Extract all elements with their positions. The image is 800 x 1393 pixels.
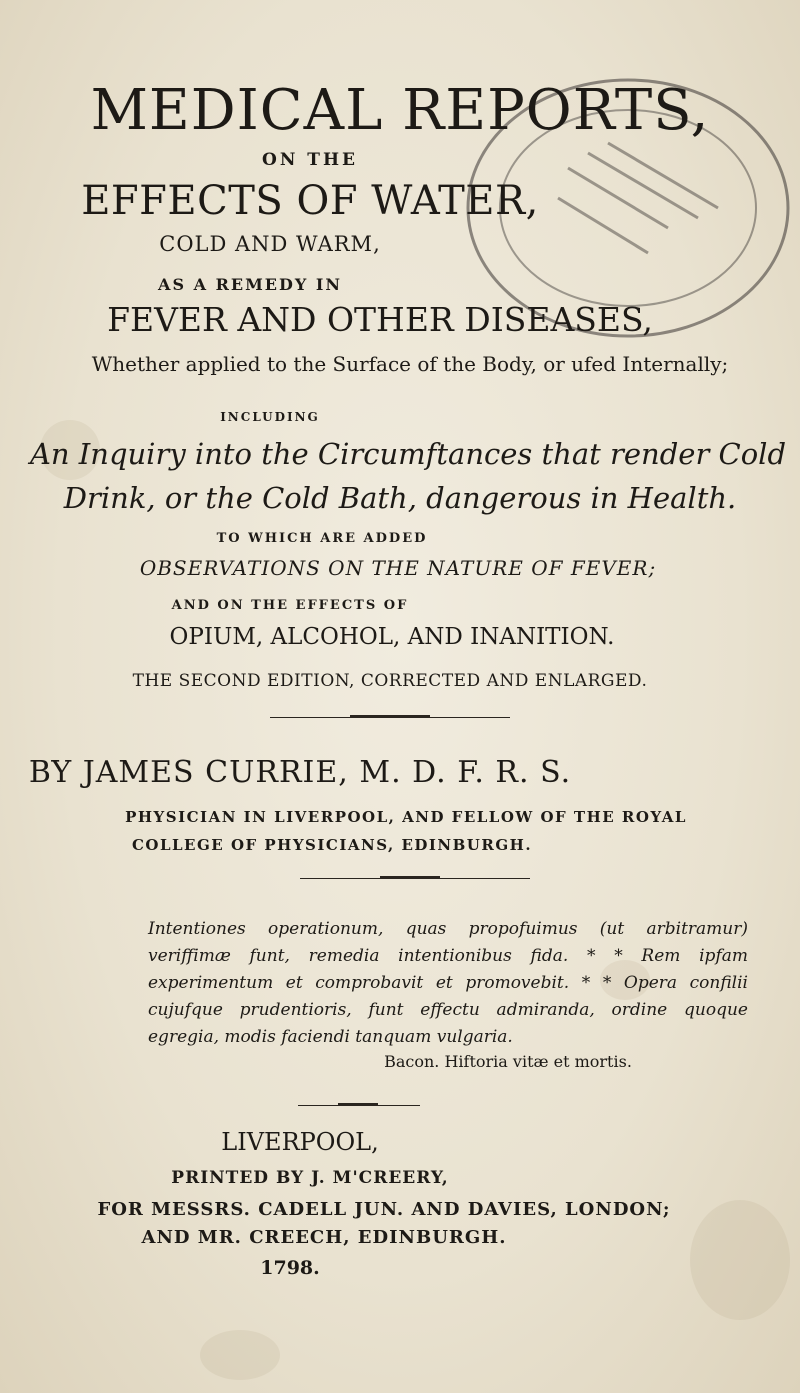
subtitle-inquiry-line-2: Drink, or the Cold Bath, dangerous in Health. <box>63 481 737 515</box>
imprint-place: LIVERPOOL, <box>221 1128 379 1156</box>
divider-rule <box>300 878 530 879</box>
subtitle-observations: OBSERVATIONS ON THE NATURE OF FEVER; <box>139 556 657 580</box>
title-cold-and-warm: COLD AND WARM, <box>159 232 381 256</box>
author-line: BY JAMES CURRIE, M. D. F. R. S. <box>28 755 572 790</box>
subtitle-including: INCLUDING <box>220 410 320 424</box>
subtitle-inquiry-line-1: An Inquiry into the Circumftances that render Cold <box>29 437 787 471</box>
title-as-a-remedy: AS A REMEDY IN <box>158 275 342 294</box>
edition-statement: THE SECOND EDITION, CORRECTED AND ENLARGED. <box>132 671 648 691</box>
subtitle-and-on-effects: AND ON THE EFFECTS OF <box>171 598 409 613</box>
imprint-publishers-2: AND MR. CREECH, EDINBURGH. <box>141 1227 507 1248</box>
subtitle-opium-alcohol: OPIUM, ALCOHOL, AND INANITION. <box>169 624 615 650</box>
divider-rule <box>298 1105 420 1106</box>
imprint-publishers-1: FOR MESSRS. CADELL JUN. AND DAVIES, LONDON; <box>97 1199 671 1220</box>
foxing-stain <box>200 1330 280 1380</box>
epigraph-source: Bacon. Hiftoria vitæ et mortis. <box>384 1052 632 1071</box>
title-on-the: ON THE <box>262 150 358 170</box>
imprint-printer: PRINTED BY J. M'CREERY, <box>171 1168 449 1188</box>
latin-epigraph: Intentiones operationum, quas propofuimus (ut arbitramur) veriffimæ funt, remedia intentionibus fida. * * Rem ipfam experimentum et comprobavit et promovebit. * * Opera confilii cujufque prudentioris, funt effectu admiranda, ordine quoque egregia, modis faciendi tanquam vulgaria. <box>148 919 748 1047</box>
subtitle-whether-applied: Whether applied to the Surface of the Body, or ufed Internally; <box>91 352 729 376</box>
title-medical-reports: MEDICAL REPORTS, <box>90 78 710 143</box>
author-credentials-1: PHYSICIAN IN LIVERPOOL, AND FELLOW OF THE ROYAL <box>125 808 687 826</box>
subtitle-to-which-added: TO WHICH ARE ADDED <box>216 531 428 546</box>
title-fever-diseases: FEVER AND OTHER DISEASES, <box>107 300 653 339</box>
title-effects-of-water: EFFECTS OF WATER, <box>81 178 539 224</box>
divider-rule <box>270 717 510 718</box>
imprint-year: 1798. <box>260 1257 320 1279</box>
author-credentials-2: COLLEGE OF PHYSICIANS, EDINBURGH. <box>131 836 533 854</box>
